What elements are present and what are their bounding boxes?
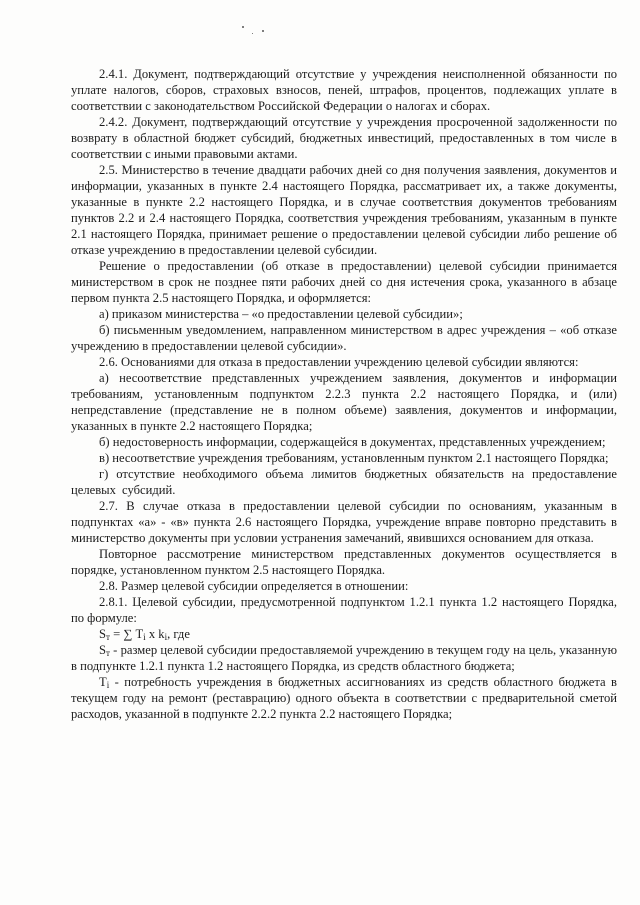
- def-symbol: S: [99, 643, 107, 657]
- paragraph-2-4-2: 2.4.2. Документ, подтверждающий отсутствие у учреждения просроченной задолженности по возврату в областной бюджет субсидий, бюджетных инвестиций, предоставленных в том числе в соответствии с иными правовыми актами.: [71, 115, 617, 161]
- def-text: - размер целевой субсидии предоставляемой учреждению в текущем году на цель, указанную в подпункте 1.2.1 пункта 1.2 настоящего Порядка, из средств областного бюджета;: [71, 643, 617, 673]
- paragraph-2-8-1: 2.8.1. Целевой субсидии, предусмотренной подпунктом 1.2.1 пункта 1.2 настоящего Порядка, по формуле:: [71, 595, 617, 625]
- formula-lhs: S: [99, 627, 107, 641]
- def-symbol: T: [99, 675, 107, 689]
- paragraph-2-6: 2.6. Основаниями для отказа в предоставлении учреждению целевой субсидии являются:: [99, 355, 579, 369]
- def-symbol-sub: i: [106, 680, 110, 690]
- paragraph-repeat: Повторное рассмотрение министерством представленных документов осуществляется в порядке, установленном пунктом 2.5 настоящего Порядка.: [71, 547, 617, 577]
- formula-lhs-sub: т: [106, 632, 110, 642]
- paragraph-2-5: 2.5. Министерство в течение двадцати рабочих дней со дня получения заявления, документов и информации, указанных в пункте 2.4 настоящего Порядка, рассматривает их, а также документы, указанные в пункте 2.2 настоящего Порядка, и в случае соответствия документов требованиям пунктов 2.2 и 2.4 настоящего Порядка, соответствия учреждения требованиям, указанным в пункте 2.1 настоящего Порядка, принимает решение о предоставлении целевой субсидии либо решение об отказе учреждению в предоставлении целевой субсидии.: [71, 163, 617, 257]
- paragraph-2-7: 2.7. В случае отказа в предоставлении целевой субсидии по основаниям, указанным в подпунктах «а» - «в» пункта 2.6 настоящего Порядка, учреждение вправе повторно представить в министерство документы при условии устранения замечаний, явившихся основанием для отказа.: [71, 499, 617, 545]
- def-symbol-sub: т: [106, 648, 110, 658]
- formula-t-sub: i: [143, 632, 146, 642]
- formula-times: x k: [145, 627, 165, 641]
- scan-speck: [242, 26, 244, 28]
- formula-k-sub: i: [164, 632, 168, 642]
- formula-tail: , где: [167, 627, 190, 641]
- paragraph-2-6-v: в) несоответствие учреждения требованиям, установленным пунктом 2.1 настоящего Порядка;: [99, 451, 609, 465]
- paragraph-order: а) приказом министерства – «о предоставлении целевой субсидии»;: [99, 307, 463, 321]
- paragraph-2-8: 2.8. Размер целевой субсидии определяется в отношении:: [99, 579, 409, 593]
- formula-sum: = ∑ T: [109, 627, 144, 641]
- paragraph-2-6-g: г) отсутствие необходимого объема лимитов бюджетных обязательств на предоставление целевых субсидий.: [71, 467, 617, 497]
- scan-speck: [252, 33, 253, 34]
- scan-speck: [262, 30, 264, 32]
- document-body: [71, 66, 617, 722]
- subsidy-formula: [71, 626, 617, 642]
- paragraph-2-4-1: 2.4.1. Документ, подтверждающий отсутствие у учреждения неисполненной обязанности по уплате налогов, сборов, страховых взносов, пеней, штрафов, процентов, подлежащих уплате в соответствии с законодательством Российской Федерации о налогах и сборах.: [71, 67, 617, 113]
- definition-st: [71, 642, 617, 674]
- def-text: - потребность учреждения в бюджетных ассигнованиях из средств областного бюджета в текущем году на ремонт (реставрацию) одного объекта в соответствии с предварительной сметой расходов, указанной в подпункте 2.2.2 пункта 2.2 настоящего Порядка;: [71, 675, 617, 721]
- paragraph-2-6-a: а) несоответствие представленных учреждением заявления, документов и информации требованиям, установленным подпунктом 2.2.3 пункта 2.2 настоящего Порядка, и (или) непредставление (представление не в полном объеме) заявления, документов и информации, указанных в пункте 2.2 настоящего Порядка;: [71, 371, 617, 433]
- definition-ti: [71, 674, 617, 722]
- paragraph-decision: Решение о предоставлении (об отказе в предоставлении) целевой субсидии принимается министерством в срок не позднее пяти рабочих дней со дня истечения срока, указанного в абзаце первом пункта 2.5 настоящего Порядка, и оформляется:: [71, 259, 617, 305]
- paragraph-notice: б) письменным уведомлением, направленном министерством в адрес учреждения – «об отказе учреждению в предоставлении целевой субсидии».: [71, 323, 617, 353]
- paragraph-2-6-b: б) недостоверность информации, содержащейся в документах, представленных учреждением;: [99, 435, 606, 449]
